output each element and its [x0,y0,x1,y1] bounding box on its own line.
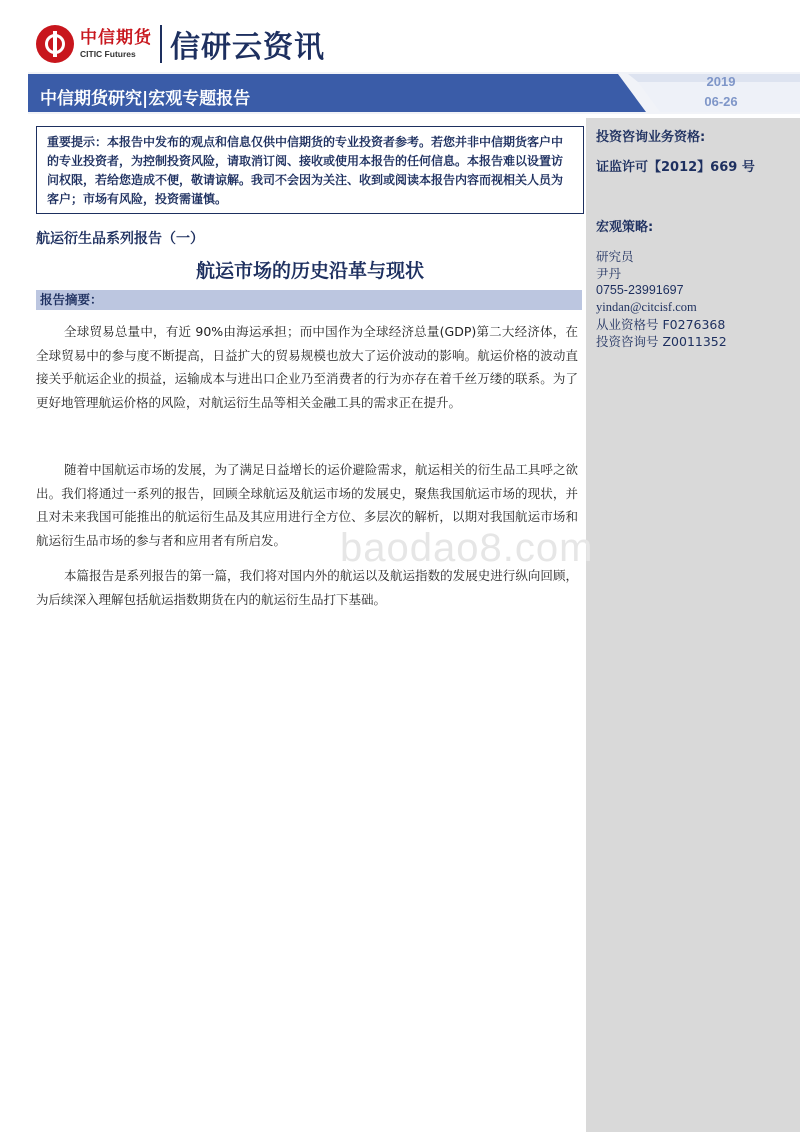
analyst-name: 尹丹 [596,266,622,281]
logo-cn: 中信期货 [80,28,152,48]
citic-futures-logo [36,22,325,66]
analyst-role: 研究员 [596,249,634,264]
report-banner [28,72,800,114]
brand-title: 信研云资讯 [170,30,325,65]
analyst-email[interactable]: yindan@citcisf.com [596,300,697,314]
summary-paragraph-1: 全球贸易总量中，有近 90%由海运承担；而中国作为全球经济总量(GDP)第二大经济体，在全球贸易中的参与度不断提高，日益扩大的贸易规模也放大了运价波动的影响。航运价格的波动直接关乎航运企业的损益，运输成本与进出口企业乃至消费者的行为亦存在着千丝万缕的联系。为了更好地管理航运价格的风险，对航运衍生品等相关金融工具的需求正在提升。 [36,324,578,410]
report-date-md: 06-26 [704,94,738,109]
watermark: baodao8.com [340,526,594,570]
report-date-year: 2019 [706,74,736,89]
consult-number: 投资咨询号 Z0011352 [596,334,727,349]
summary-paragraph-2: 随着中国航运市场的发展，为了满足日益增长的运价避险需求，航运相关的衍生品工具呼之欲出。我们将通过一系列的报告，回顾全球航运及航运市场的发展史，聚焦我国航运市场的现状，并且对未来我国可能推出的航运衍生品及其应用进行全方位、多层次的解析，以期对我国航运市场和航运衍生品市场的参与者和应用者有所启发。 [36,462,578,548]
disclaimer-box: 重要提示：本报告中发布的观点和信息仅供中信期货的专业投资者参考。若您并非中信期货客户中的专业投资者，为控制投资风险，请取消订阅、接收或使用本报告的任何信息。本报告难以设置访问权限，若给您造成不便，敬请谅解。我司不会因为关注、收到或阅读本报告内容而视相关人员为客户；市场有风险，投资需谨慎。 [36,126,584,214]
strategy-heading: 宏观策略: [596,220,654,235]
logo-text [80,28,152,60]
banner-title: 中信期货研究|宏观专题报告 [40,89,251,109]
citic-logo-icon [36,25,74,63]
logo-divider [160,25,162,63]
practice-number: 从业资格号 F0276368 [596,317,726,332]
analyst-block [596,218,727,350]
page-title: 航运市场的历史沿革与现状 [195,260,424,282]
analyst-phone: 0755-23991697 [596,283,684,297]
summary-paragraph-3: 本篇报告是系列报告的第一篇，我们将对国内外的航运以及航运指数的发展史进行纵向回顾，为后续深入理解包括航运指数期货在内的航运衍生品打下基础。 [36,568,578,607]
qualification-heading: 投资咨询业务资格: [596,130,706,145]
series-title: 航运衍生品系列报告（一） [36,231,204,247]
logo-en: CITIC Futures [80,49,136,59]
sidebar [586,118,800,1132]
summary-heading: 报告摘要： [36,290,582,310]
qualification-block [596,128,755,178]
license-number: 证监许可【2012】669 号 [596,160,755,175]
report-date [688,72,754,112]
